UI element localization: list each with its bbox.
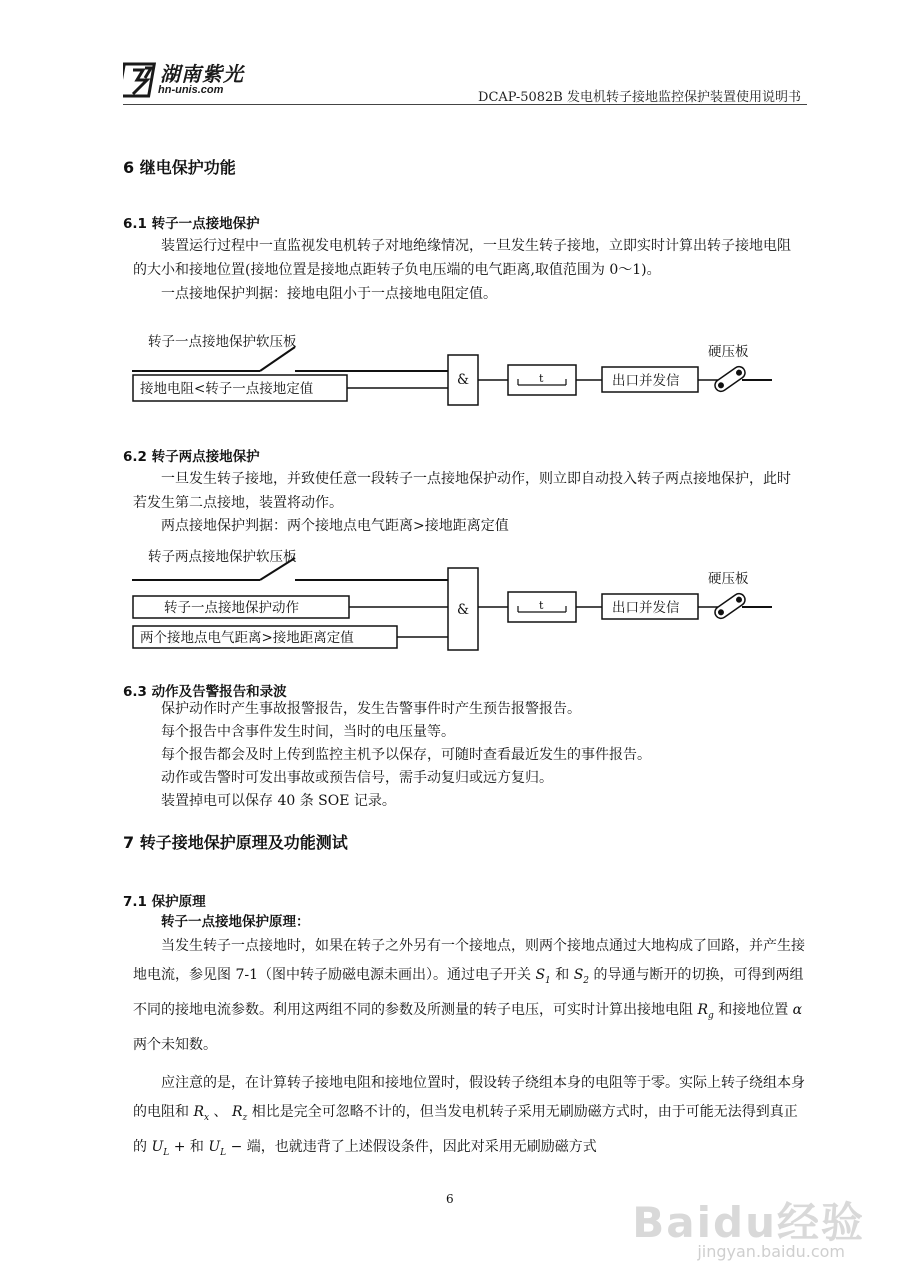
soft-plate-label: 转子两点接地保护软压板 — [148, 549, 297, 565]
symbol-rg: $R_g$ — [697, 1001, 714, 1021]
para-2-text-d: 和 — [189, 1138, 204, 1155]
and-gate-label: & — [457, 372, 470, 388]
symbol-rz: $R_z$ — [231, 1104, 248, 1123]
section-6-1-para-2: 一点接地保护判据：接地电阻小于一点接地电阻定值。 — [161, 286, 497, 302]
symbol-ul-minus: $U_L$ − — [208, 1138, 243, 1158]
soft-plate-label: 转子一点接地保护软压板 — [148, 334, 297, 350]
para-2-text-a: 应注意的是，在计算转子接地电阻和接地位置时，假设转子绕组本身的电阻等于零。实际上转子绕组本身的电阻和 — [133, 1075, 805, 1120]
section-7-1-para-1 — [133, 932, 805, 1060]
logic-diagram-two-point — [120, 540, 790, 660]
section-6-1-title: 6.1 转子一点接地保护 — [123, 216, 260, 232]
logic-diagram-one-point — [120, 325, 790, 415]
para-1-text-e: 两个未知数。 — [133, 1036, 217, 1053]
condition-1-label: 转子一点接地保护动作 — [164, 600, 299, 616]
output-label: 出口并发信 — [612, 600, 680, 616]
condition-2-label: 两个接地点电气距离>接地距离定值 — [140, 630, 354, 646]
timer-label: t — [539, 372, 544, 385]
section-7-1-subtitle: 转子一点接地保护原理： — [161, 914, 310, 930]
section-6-3-line-1: 保护动作时产生事故报警报告，发生告警事件时产生预告报警报告。 — [161, 701, 581, 717]
para-2-text-c: 相比是完全可忽略不计的，但当发电机转子采用无刷励磁方式时，由于可能无法得到真正的 — [133, 1104, 798, 1155]
para-2-text-b: 、 — [213, 1104, 228, 1120]
document-title: DCAP-5082B 发电机转子接地监控保护装置使用说明书 — [478, 90, 801, 105]
section-6-2-para-2: 两点接地保护判据：两个接地点电气距离>接地距离定值 — [161, 518, 509, 534]
section-6-title: 6 继电保护功能 — [123, 158, 236, 177]
symbol-rx: $R_x$ — [193, 1104, 210, 1123]
para-1-text-b: 和 — [555, 967, 570, 983]
watermark-logo: Baidu经验 — [632, 1198, 865, 1247]
para-1-text-c: 的导通与断开的切换，可得到两组不同的接地电流参数。利用这两组不同的参数及所测量的转子电压，可实时计算出接地电阻 — [133, 967, 804, 1018]
section-6-3-title: 6.3 动作及告警报告和录波 — [123, 684, 287, 700]
symbol-s1: $S_1$ — [535, 967, 551, 986]
hard-plate-label: 硬压板 — [708, 571, 749, 587]
section-6-2-para-1: 一旦发生转子接地，并致使任意一段转子一点接地保护动作，则立即自动投入转子两点接地保护，此时若发生第二点接地，装置将动作。 — [133, 471, 791, 511]
section-7-1-title: 7.1 保护原理 — [123, 894, 206, 910]
section-6-3-line-2: 每个报告中含事件发生时间，当时的电压量等。 — [161, 724, 455, 740]
output-label: 出口并发信 — [612, 373, 680, 389]
symbol-ul-plus: $U_L$ + — [151, 1138, 186, 1158]
and-gate-label: & — [457, 602, 470, 618]
hard-plate-label: 硬压板 — [708, 344, 749, 360]
section-7-1-para-2 — [133, 1069, 805, 1168]
section-6-3-line-4: 动作或告警时可发出事故或预告信号，需手动复归或远方复归。 — [161, 770, 553, 786]
section-7-title: 7 转子接地保护原理及功能测试 — [123, 833, 348, 852]
timer-label: t — [539, 599, 544, 612]
para-1-text-a: 当发生转子一点接地时，如果在转子之外另有一个接地点，则两个接地点通过大地构成了回路，并产生接地电流，参见图 7-1（图中转子励磁电源未画出）。通过电子开关 — [133, 938, 805, 983]
page-number: 6 — [446, 1192, 454, 1206]
logo-text: 湖南紫光 — [160, 62, 244, 86]
soft-plate-switch — [260, 347, 295, 371]
section-6-3-line-3: 每个报告都会及时上传到监控主机予以保存，可随时查看最近发生的事件报告。 — [161, 747, 651, 763]
symbol-alpha: α — [792, 1001, 803, 1018]
symbol-s2: $S_2$ — [573, 967, 590, 986]
watermark-url: jingyan.baidu.com — [697, 1242, 845, 1261]
section-6-1-para-1: 装置运行过程中一直监视发电机转子对地绝缘情况，一旦发生转子接地，立即实时计算出转子接地电阻的大小和接地位置(接地位置是接地点距转子负电压端的电气距离,取值范围为 0～1)。 — [133, 238, 791, 278]
condition-1-label: 接地电阻<转子一点接地定值 — [140, 381, 314, 397]
para-2-text-e: 端，也就违背了上述假设条件，因此对采用无刷励磁方式 — [246, 1138, 597, 1155]
section-6-2-title: 6.2 转子两点接地保护 — [123, 449, 260, 465]
header-divider — [123, 104, 807, 105]
section-6-3-line-5: 装置掉电可以保存 40 条 SOE 记录。 — [161, 793, 396, 809]
para-1-text-d: 和接地位置 — [718, 1001, 789, 1018]
logo-url: hn-unis.com — [158, 84, 224, 96]
